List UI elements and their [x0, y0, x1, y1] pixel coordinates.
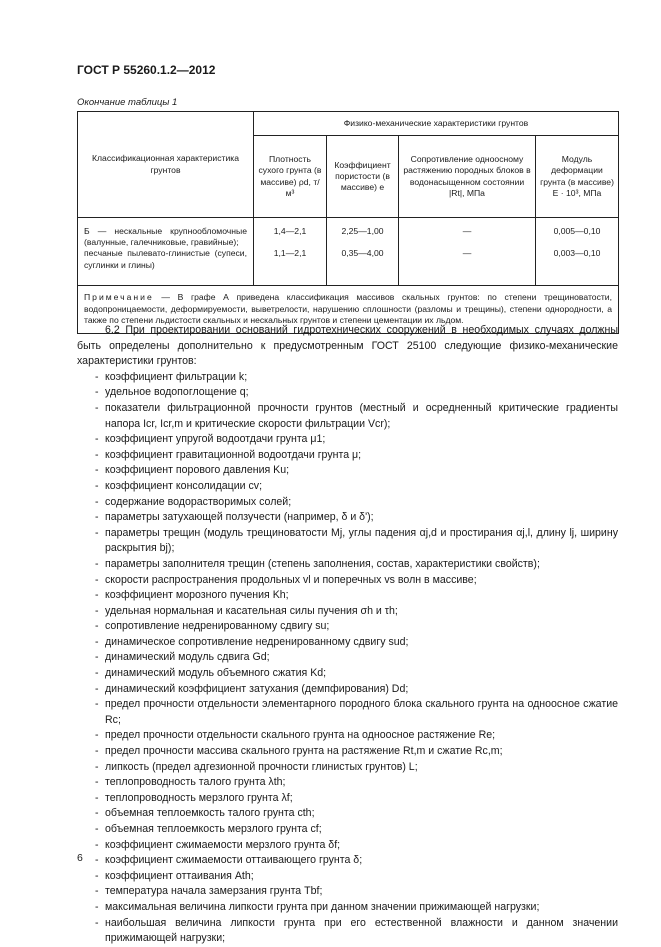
list-item-text: теплопроводность мерзлого грунта λf;: [105, 791, 293, 804]
list-dash: -: [95, 386, 99, 399]
list-item-text: удельная нормальная и касательная силы пучения σh и τh;: [105, 604, 398, 617]
list-item-text: динамический модуль сдвига Gd;: [105, 651, 270, 664]
list-dash: -: [95, 823, 99, 835]
list-item-text: коэффициент морозного пучения Kh;: [105, 589, 289, 602]
list-item: [77, 463, 618, 479]
list-dash: -: [95, 433, 99, 446]
list-item-text: скорости распространения продольных vl и поперечных vs волн в массиве;: [105, 573, 477, 586]
list-dash: -: [95, 729, 99, 742]
list-item-text: максимальная величина липкости грунта при данном значении прижимающей нагрузки;: [105, 900, 540, 913]
list-dash: -: [95, 667, 99, 680]
list-item: [77, 573, 618, 589]
list-item-text: коэффициент упругой водоотдачи грунта μ1;: [105, 433, 326, 446]
list-item: [77, 806, 618, 822]
list-item-text: коэффициент фильтрации k;: [105, 370, 248, 383]
list-dash: -: [95, 479, 99, 492]
soil-characteristics-table: [77, 111, 619, 334]
list-dash: -: [95, 635, 99, 648]
list-item-text: предел прочности отдельности элементарного породного блока скального грунта на одноосное сжатие Rc;: [105, 698, 618, 726]
list-dash: -: [95, 511, 99, 524]
list-item: [77, 666, 618, 682]
list-dash: -: [95, 682, 99, 695]
list-item-text: параметры заполнителя трещин (степень заполнения, состав, характеристики свойств);: [105, 557, 540, 570]
list-item-text: наибольшая величина липкости грунта при его естественной влажности и данном значении прижимающей нагрузки;: [105, 916, 618, 945]
list-dash: -: [95, 589, 99, 602]
list-item: [77, 495, 618, 511]
cell-modulus-1: 0,005—0,10: [553, 226, 601, 236]
cell-strength-2: —: [462, 248, 472, 258]
list-item: [77, 869, 618, 885]
list-item: [77, 697, 618, 728]
list-item: [77, 635, 618, 651]
list-item-text: содержание водорастворимых солей;: [105, 495, 292, 508]
list-dash: -: [95, 900, 99, 913]
list-dash: -: [95, 745, 99, 758]
note-text: — В графе А приведена классификация массивов скальных грунтов: по степени трещиноватости, водопроницаемости, деформируемости, выветрелости, нарушению сплошности (разломы и трещины), степени однородности, а также по степени льдистости скальных и нескальных грунтов и степени цементации их льдом.: [84, 292, 612, 326]
list-item: [77, 822, 618, 838]
row-descriptions: [78, 218, 254, 286]
list-item-text: липкость (предел адгезионной прочности глинистых грунтов) L;: [105, 760, 418, 773]
list-item: [77, 604, 618, 620]
cell-strength-1: —: [462, 226, 472, 236]
characteristics-list: [77, 370, 618, 947]
list-dash: -: [95, 854, 99, 867]
col-density-values: [254, 218, 327, 286]
list-item: [77, 760, 618, 776]
list-item-text: коэффициент сжимаемости оттаивающего грунта δ;: [105, 854, 363, 867]
col-porosity-values: [327, 218, 399, 286]
list-item: [77, 370, 618, 386]
list-dash: -: [95, 604, 99, 617]
list-item: [77, 588, 618, 604]
list-item-text: сопротивление недренированному сдвигу su;: [105, 620, 330, 633]
section-intro: 6.2 При проектировании оснований гидротехнических сооружений в необходимых случаях должны быть определены дополнительно к предусмотренным ГОСТ 25100 следующие физико-механические характеристики грунтов:: [77, 324, 618, 368]
document-header: ГОСТ Р 55260.1.2—2012: [77, 63, 216, 77]
cell-density-1: 1,4—2,1: [273, 226, 307, 236]
list-dash: -: [95, 776, 99, 789]
list-item-text: теплопроводность талого грунта λth;: [105, 776, 286, 789]
list-dash: -: [95, 916, 99, 929]
list-item-text: коэффициент гравитационной водоотдачи грунта μ;: [105, 448, 362, 461]
header-group: Физико-механические характеристики грунтов: [254, 112, 619, 136]
section-6-2: [77, 323, 618, 947]
list-dash: -: [95, 885, 99, 898]
list-dash: -: [95, 620, 99, 633]
list-item: [77, 510, 618, 526]
col-modulus-values: [536, 218, 619, 286]
list-dash: -: [95, 495, 99, 508]
header-porosity: Коэффициент пористости (в массиве) e: [327, 136, 399, 218]
list-item-text: коэффициент оттаивания Ath;: [105, 869, 254, 882]
list-item-text: объемная теплоемкость талого грунта cth;: [105, 807, 315, 820]
list-item: [77, 744, 618, 760]
list-item-text: параметры затухающей ползучести (например, δ и δ');: [105, 511, 374, 524]
list-item: [77, 900, 618, 916]
list-dash: -: [95, 401, 99, 414]
list-item-text: коэффициент сжимаемости мерзлого грунта δf;: [105, 838, 341, 851]
cell-porosity-2: 0,35—4,00: [341, 248, 384, 258]
list-item: [77, 916, 618, 947]
list-dash: -: [95, 448, 99, 461]
list-dash: -: [95, 698, 99, 711]
list-item: [77, 401, 618, 432]
list-dash: -: [95, 807, 99, 820]
list-dash: -: [95, 370, 99, 383]
list-item: [77, 838, 618, 854]
list-dash: -: [95, 791, 99, 804]
list-item-text: коэффициент порового давления Ku;: [105, 464, 290, 477]
header-strength: Сопротивление одноосному растяжению породных блоков в водонасыщенном состоянии |Rt|, МПа: [399, 136, 536, 218]
list-dash: -: [95, 526, 99, 539]
list-item: [77, 526, 618, 557]
list-dash: -: [95, 838, 99, 851]
header-modulus: Модуль деформации грунта (в массиве) E · 10³, МПа: [536, 136, 619, 218]
header-density: Плотность сухого грунта (в массиве) ρd, т/м³: [254, 136, 327, 218]
list-item: [77, 775, 618, 791]
row-desc-1: Б — нескальные крупнообломочные (валунные, галечниковые, гравийные);: [84, 226, 247, 248]
list-dash: -: [95, 557, 99, 570]
list-item: [77, 682, 618, 698]
list-item-text: коэффициент консолидации cv;: [105, 479, 263, 492]
list-dash: -: [95, 464, 99, 477]
note-label: Примечание: [84, 292, 154, 302]
list-item-text: параметры трещин (модуль трещиноватости Mj, углы падения αj,d и простирания αj,l, длину lj, ширину раскрытия bj);: [105, 526, 618, 555]
list-item-text: температура начала замерзания грунта Tbf;: [105, 885, 323, 898]
list-dash: -: [95, 869, 99, 882]
cell-porosity-1: 2,25—1,00: [341, 226, 384, 236]
list-item: [77, 619, 618, 635]
list-item: [77, 728, 618, 744]
list-item: [77, 791, 618, 807]
list-item-text: динамическое сопротивление недренированному сдвигу sud;: [105, 635, 409, 648]
list-item: [77, 448, 618, 464]
list-item: [77, 884, 618, 900]
list-item-text: динамический коэффициент затухания (демпфирования) Dd;: [105, 682, 409, 695]
list-item: [77, 650, 618, 666]
list-dash: -: [95, 651, 99, 664]
cell-modulus-2: 0,003—0,10: [553, 248, 601, 258]
row-desc-2: песчаные пылевато-глинистые (супеси, суглинки и глины): [84, 248, 247, 270]
page-number: 6: [77, 852, 83, 864]
list-item-text: предел прочности массива скального грунта на растяжение Rt,m и сжатие Rc,m;: [105, 745, 503, 758]
list-dash: -: [95, 760, 99, 773]
list-item-text: показатели фильтрационной прочности грунтов (местный и осредненный критические градиенты напора Icr, Icr,m и критические скорости фильтрации Vcr);: [105, 401, 618, 430]
cell-density-2: 1,1—2,1: [273, 248, 307, 258]
list-item: [77, 853, 618, 869]
list-item: [77, 479, 618, 495]
list-item-text: удельное водопоглощение q;: [105, 386, 249, 399]
list-item: [77, 432, 618, 448]
list-dash: -: [95, 573, 99, 586]
col-strength-values: [399, 218, 536, 286]
list-item: [77, 385, 618, 401]
list-item-text: предел прочности отдельности скального грунта на одноосное растяжение Re;: [105, 729, 496, 742]
header-classification: Классификационная характеристика грунтов: [78, 112, 254, 218]
list-item-text: объемная теплоемкость мерзлого грунта cf;: [105, 823, 322, 835]
table-caption: Окончание таблицы 1: [77, 97, 178, 108]
list-item-text: динамический модуль объемного сжатия Kd;: [105, 667, 327, 680]
list-item: [77, 557, 618, 573]
